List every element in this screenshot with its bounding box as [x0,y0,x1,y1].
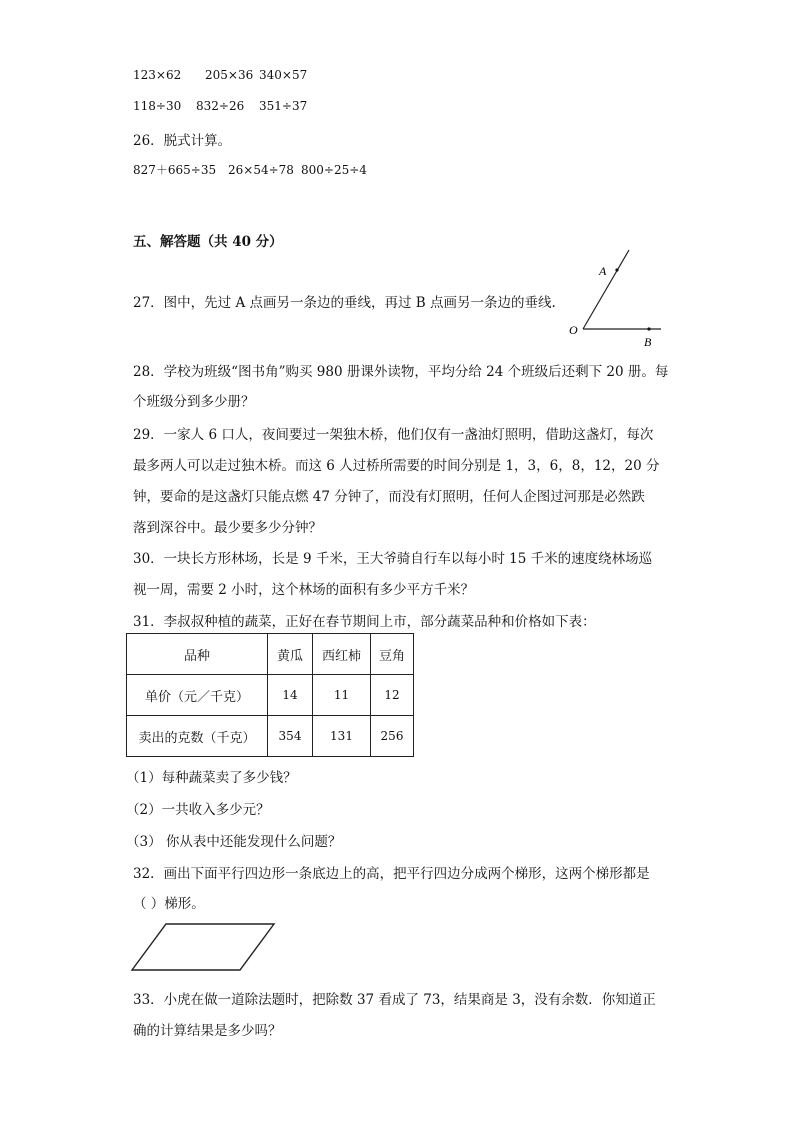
question-31: 31．李叔叔种植的蔬菜，正好在春节期间上市，部分蔬菜品种和价格如下表： [133,614,596,630]
question-29-line-3: 钟，要命的是这盏灯只能点燃 47 分钟了，而没有灯照明，任何人企图过河那是必然跌 [133,489,645,505]
question-33-line-2: 确的计算结果是多少吗？ [133,1023,282,1039]
table-cell: 黄瓜 [268,634,313,675]
table-cell: 354 [268,716,313,757]
table-cell: 11 [313,675,371,716]
table-cell: 131 [313,716,371,757]
calc-item: 205×36 [205,68,254,82]
table-cell: 256 [371,716,414,757]
question-28-line-2: 个班级分到多少册？ [133,394,255,410]
angle-figure [565,245,665,350]
question-30-line-2: 视一周，需要 2 小时，这个林场的面积有多少平方千米？ [133,582,475,598]
table-cell: 单价（元／千克） [127,675,268,716]
question-31-part-3: （3） 你从表中还能发现什么问题？ [126,834,342,850]
vegetable-table [126,633,414,757]
parallelogram-figure [130,918,280,976]
question-29-line-4: 落到深谷中。最少要多少分钟？ [133,520,322,536]
table-cell: 豆角 [371,634,414,675]
parallelogram [132,924,274,970]
label-b: B [644,335,652,349]
question-28-line-1: 28．学校为班级“图书角”购买 980 册课外读物，平均分给 24 个班级后还剩下 20 册。每 [133,364,669,380]
question-29-line-2: 最多两人可以走过独木桥。而这 6 人过桥所需要的时间分别是 1，3，6，8，12，20 分 [133,458,660,474]
ray-oa [583,250,629,329]
question-33-line-1: 33．小虎在做一道除法题时，把除数 37 看成了 73，结果商是 3，没有余数．你知道正 [133,992,656,1008]
table-cell: 西红柿 [313,634,371,675]
table-cell: 12 [371,675,414,716]
calc-item: 351÷37 [259,99,308,113]
question-30-line-1: 30．一块长方形林场，长是 9 千米，王大爷骑自行车以每小时 15 千米的速度绕林场巡 [133,551,653,567]
calc-row-1 [133,68,307,82]
calc-item: 123×62 [133,68,182,82]
point-b [647,327,650,330]
question-29-line-1: 29．一家人 6 口人，夜间要过一架独木桥，他们仅有一盏油灯照明，借助这盏灯，每次 [133,427,654,443]
table-cell: 14 [268,675,313,716]
table-row [127,634,414,675]
calc-item: 118÷30 [133,99,182,113]
calc-row-2 [133,99,307,113]
question-31-part-1: （1）每种蔬菜卖了多少钱？ [126,770,297,786]
calc-item: 832÷26 [196,99,245,113]
calc-item: 827＋665÷35 [133,163,217,177]
table-row [127,675,414,716]
question-32-line-1: 32．画出下面平行四边形一条底边上的高，把平行四边分成两个梯形，这两个梯形都是 [133,866,650,882]
question-26: 26．脱式计算。 [133,133,232,149]
question-31-part-2: （2）一共收入多少元？ [126,802,270,818]
question-32-line-2: （ ）梯形。 [133,896,205,912]
calc-item: 26×54÷78 [228,163,294,177]
table-cell: 品种 [127,634,268,675]
calc-row-3 [133,161,367,178]
label-a: A [599,264,607,278]
table-row [127,716,414,757]
table-cell: 卖出的克数（千克） [127,716,268,757]
question-27: 27．图中，先过 A 点画另一条边的垂线，再过 B 点画另一条边的垂线. [133,295,556,311]
calc-item: 340×57 [259,68,308,82]
section-heading: 五、解答题（共 40 分） [133,234,283,250]
label-o: O [569,323,578,337]
point-a [615,268,618,271]
calc-item: 800÷25÷4 [301,163,367,177]
